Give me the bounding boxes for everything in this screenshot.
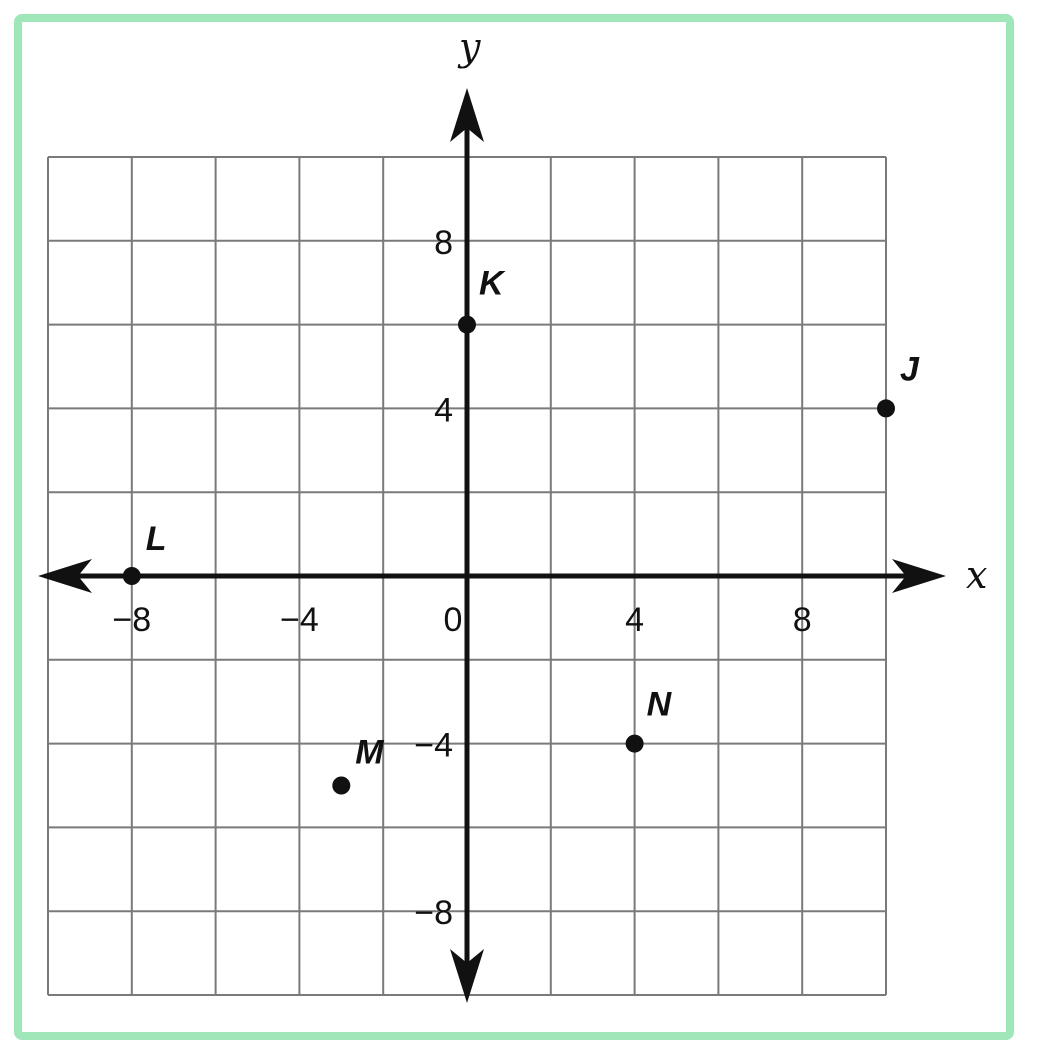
point-l xyxy=(123,567,141,585)
y-axis-label: y xyxy=(459,25,481,69)
axes xyxy=(38,88,946,1003)
x-axis-label: x xyxy=(966,553,988,597)
point-label-n: N xyxy=(646,685,672,724)
x-tick-label: −8 xyxy=(112,601,152,639)
point-label-k: K xyxy=(479,264,504,303)
point-label-l: L xyxy=(145,520,167,558)
x-tick-label: 8 xyxy=(792,601,812,639)
point-m xyxy=(332,777,350,795)
point-label-m: M xyxy=(355,733,384,772)
point-k xyxy=(458,316,476,334)
y-tick-label: 8 xyxy=(434,223,453,262)
x-tick-label: −4 xyxy=(280,601,319,639)
y-tick-label: 4 xyxy=(434,391,453,430)
point-n xyxy=(626,735,644,753)
point-j xyxy=(877,399,895,417)
points xyxy=(123,265,920,795)
x-tick-label: 4 xyxy=(625,601,645,639)
y-tick-label: −8 xyxy=(414,894,453,933)
x-tick-label: 0 xyxy=(443,601,463,639)
point-label-j: J xyxy=(900,350,919,389)
y-tick-label: −4 xyxy=(414,726,453,765)
